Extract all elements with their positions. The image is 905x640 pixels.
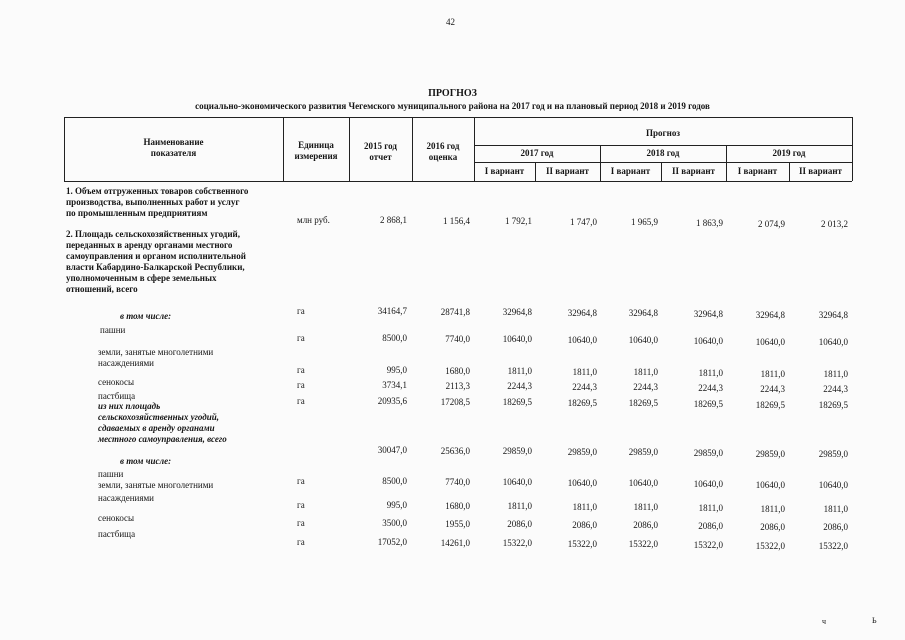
row-unit: га (297, 306, 305, 316)
table-cell: 2086,0 (572, 519, 597, 530)
header-2017-var2: II вариант (546, 166, 589, 176)
table-cell: 2244,3 (572, 381, 597, 392)
table-cell: 34164,7 (377, 306, 407, 316)
table-cell: 2086,0 (698, 521, 723, 531)
table-cell: 20935,6 (377, 396, 407, 406)
table-cell: 8500,0 (382, 476, 407, 486)
row-unit: га (297, 333, 305, 343)
row-unit: млн руб. (297, 215, 330, 225)
table-cell: 15322,0 (628, 539, 658, 550)
table-cell: 14261,0 (440, 537, 470, 548)
table-cell: 10640,0 (755, 336, 785, 347)
table-cell: 2244,3 (633, 382, 658, 393)
table-cell: 28741,8 (440, 306, 470, 317)
row-label: пастбища (98, 391, 136, 401)
page-number: 42 (446, 17, 455, 27)
table-cell: 29859,0 (755, 448, 785, 459)
table-cell: 30047,0 (377, 445, 407, 455)
table-cell: 32964,8 (567, 307, 597, 318)
table-cell: 2244,3 (760, 383, 785, 394)
table-cell: 3734,1 (382, 380, 407, 390)
table-cell: 10640,0 (818, 480, 848, 491)
table-cell: 2244,3 (507, 381, 532, 392)
document-title: ПРОГНОЗ (428, 88, 477, 99)
table-cell: 32964,8 (628, 308, 658, 319)
table-cell: 10640,0 (818, 337, 848, 348)
table-cell: 2086,0 (507, 519, 532, 530)
table-cell: 1811,0 (698, 503, 723, 513)
table-cell: 1680,0 (445, 500, 470, 511)
table-cell: 7740,0 (445, 333, 470, 344)
table-cell: 1811,0 (507, 366, 532, 377)
header-2018-var2: II вариант (672, 166, 715, 176)
table-cell: 18269,5 (818, 400, 848, 411)
header-2017-var1: I вариант (484, 166, 525, 176)
row-unit: га (297, 396, 305, 406)
table-cell: 15322,0 (567, 538, 597, 549)
table-cell: 1811,0 (760, 368, 785, 379)
table-cell: 10640,0 (628, 478, 658, 489)
table-cell: 1811,0 (633, 367, 658, 378)
table-cell: 29859,0 (502, 446, 532, 457)
table-cell: 1680,0 (445, 365, 470, 376)
table-cell: 8500,0 (382, 333, 407, 343)
table-cell: 1811,0 (572, 366, 597, 377)
corner-mark: ч (822, 617, 827, 626)
table-cell: 32964,8 (755, 309, 785, 320)
row-label: в том числе: (120, 311, 172, 321)
corner-mark: Ь (872, 616, 877, 625)
table-cell: 2113,3 (445, 380, 470, 391)
table-cell: 18269,5 (502, 397, 532, 408)
row-unit: га (297, 537, 305, 547)
row-label: 1. Объем отгруженных товаров собственного производства, выполненных работ и услуг по промышленным предприятиям (66, 186, 249, 218)
table-cell: 15322,0 (818, 541, 848, 552)
table-cell: 10640,0 (502, 477, 532, 488)
table-cell: 2244,3 (698, 383, 723, 393)
table-cell: 25636,0 (440, 445, 470, 456)
table-cell: 29859,0 (628, 447, 658, 458)
row-label: из них площадь сельскохозяйственных угодий, сдаваемых в аренду органами местного самоуправления, всего (98, 401, 227, 444)
table-cell: 1 792,1 (505, 216, 532, 227)
table-cell: 10640,0 (567, 477, 597, 488)
table-cell: 32964,8 (693, 309, 723, 319)
table-cell: 32964,8 (502, 307, 532, 318)
table-cell: 1811,0 (698, 368, 723, 378)
header-forecast: Прогноз (646, 128, 680, 138)
header-2019-var2: II вариант (799, 166, 842, 176)
header-2019-var1: I вариант (737, 166, 778, 176)
table-cell: 32964,8 (818, 310, 848, 321)
table-cell: 15322,0 (755, 540, 785, 551)
row-label: пастбища (98, 529, 136, 539)
row-label: пашни (100, 325, 126, 335)
table-cell: 10640,0 (755, 479, 785, 490)
row-label: 2. Площадь сельскохозяйственных угодий, переданных в аренду органами местного самоуправления и органом исполнительной власти Кабардино-Балкарской Республики, уполномоченным в сфере земельных отношений, всего (66, 229, 246, 294)
table-cell: 18269,5 (567, 397, 597, 408)
table-cell: 15322,0 (502, 538, 532, 549)
table-cell: 10640,0 (502, 334, 532, 345)
row-unit: га (297, 365, 305, 375)
table-cell: 18269,5 (693, 399, 723, 409)
table-cell: 10640,0 (693, 336, 723, 346)
row-label: земли, занятые многолетними насаждениями (98, 347, 214, 368)
table-cell: 2086,0 (760, 521, 785, 532)
table-cell: 2 868,1 (380, 215, 407, 225)
table-cell: 17052,0 (377, 537, 407, 547)
row-label: пашни земли, занятые многолетними (98, 469, 214, 490)
header-indicator: Наименование показателя (143, 137, 204, 158)
row-label: сенокосы (98, 377, 135, 387)
table-cell: 2 013,2 (821, 219, 848, 230)
header-unit: Единица измерения (294, 140, 338, 161)
table-cell: 15322,0 (693, 540, 723, 550)
table-cell: 1 747,0 (570, 216, 597, 227)
row-unit: га (297, 380, 305, 390)
table-cell: 29859,0 (693, 448, 723, 458)
row-unit: га (297, 518, 305, 528)
document-subtitle: социально-экономического развития Чегемского муниципального района на 2017 год и на плановый период 2018 и 2019 годов (195, 101, 710, 111)
table-cell: 2086,0 (633, 520, 658, 531)
table-cell: 1811,0 (760, 503, 785, 514)
table-cell: 10640,0 (567, 334, 597, 345)
table-cell: 1811,0 (823, 369, 848, 380)
table-cell: 17208,5 (440, 396, 470, 407)
header-2018-var1: I вариант (610, 166, 651, 176)
header-2017: 2017 год (520, 148, 554, 158)
table-cell: 7740,0 (445, 476, 470, 487)
table-cell: 1 965,9 (631, 217, 658, 228)
table-cell: 10640,0 (693, 479, 723, 489)
header-2016: 2016 год оценка (426, 141, 460, 162)
table-cell: 29859,0 (818, 449, 848, 460)
row-label: насаждениями (98, 493, 154, 503)
table-cell: 1955,0 (445, 518, 470, 529)
table-cell: 1811,0 (823, 504, 848, 515)
table-cell: 29859,0 (567, 446, 597, 457)
table-cell: 1 156,4 (443, 215, 470, 226)
row-unit: га (297, 476, 305, 486)
table-cell: 995,0 (386, 365, 407, 375)
header-2015: 2015 год отчет (364, 141, 397, 162)
table-cell: 10640,0 (628, 335, 658, 346)
row-label: сенокосы (98, 513, 135, 523)
table-cell: 995,0 (386, 500, 407, 510)
row-unit: га (297, 500, 305, 510)
table-cell: 3500,0 (382, 518, 407, 528)
table-cell: 1811,0 (572, 501, 597, 512)
table-cell: 1 863,9 (696, 218, 723, 228)
header-2019: 2019 год (772, 148, 806, 158)
table-cell: 2086,0 (823, 522, 848, 533)
table-cell: 18269,5 (628, 398, 658, 409)
table-cell: 1811,0 (633, 502, 658, 513)
row-label: в том числе: (120, 456, 172, 466)
table-cell: 18269,5 (755, 399, 785, 410)
table-cell: 2244,3 (823, 384, 848, 395)
header-2018: 2018 год (646, 148, 680, 158)
table-cell: 1811,0 (507, 501, 532, 512)
table-cell: 2 074,9 (758, 218, 785, 229)
